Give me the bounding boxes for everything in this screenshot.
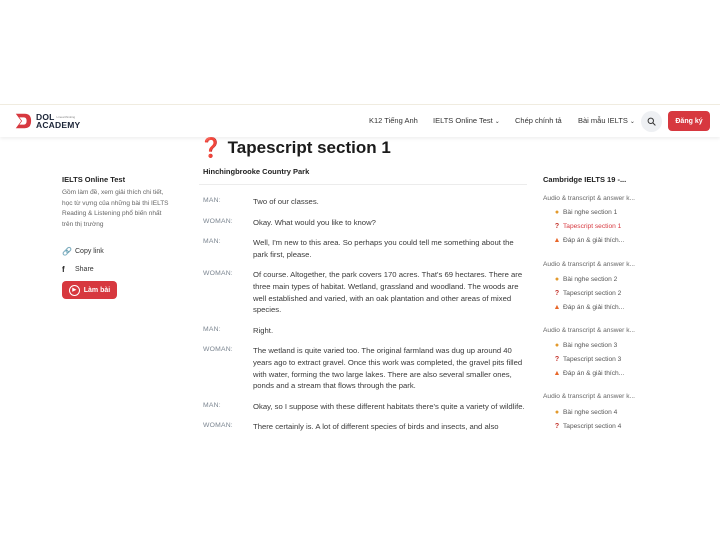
speaker-label: WOMAN: (203, 270, 233, 278)
nav-bai-mau-ielts[interactable] (578, 116, 635, 125)
toc-item-tapescript-3[interactable] (553, 356, 621, 363)
nav-chep-chinh-ta[interactable] (515, 116, 562, 125)
chevron-down-icon: ⌄ (494, 119, 500, 125)
toc-item-label: Đáp án & giải thích... (563, 237, 625, 244)
nav-ielts-online-test[interactable] (433, 116, 500, 125)
ear-icon: ● (554, 409, 560, 416)
section-group-header[interactable]: Audio & transcript & answer k... (543, 327, 635, 334)
toc-item-label: Tapescript section 3 (563, 356, 622, 363)
transcript-line: Okay. What would you like to know? (253, 217, 376, 227)
ear-icon: ● (554, 209, 560, 216)
transcript-line: The wetland is quite varied too. The original farmland was dug up around 40 years ago to extract gravel. Once this work was completed, the gravel pits filled with water, forming the two large lakes. There are also several smaller ones, ponds and a stream that flows through the park. (253, 346, 523, 391)
play-icon: ▶ (69, 285, 80, 296)
register-button[interactable]: Đăng ký (668, 111, 710, 131)
nav-k12-label: K12 Tiếng Anh (369, 116, 418, 125)
page-title (199, 136, 391, 160)
transcript-row (203, 345, 528, 391)
content-divider (199, 184, 527, 185)
toc-item-tapescript-4[interactable] (553, 423, 621, 430)
section-group-header[interactable]: Audio & transcript & answer k... (543, 195, 635, 202)
transcript-subtitle: Hinchingbrooke Country Park (203, 167, 310, 176)
right-sidebar-title[interactable]: Cambridge IELTS 19 -... (543, 175, 627, 184)
lam-bai-label: Làm bài (83, 286, 111, 294)
logo-line1: DOL (36, 112, 55, 122)
toc-item-audio-3[interactable] (553, 342, 617, 349)
search-icon (647, 117, 656, 126)
speaker-label: WOMAN: (203, 217, 233, 225)
toc-item-audio-2[interactable] (553, 276, 617, 283)
left-sidebar-title: IELTS Online Test (62, 175, 126, 184)
toc-item-audio-1[interactable] (553, 209, 617, 216)
transcript-row (203, 237, 528, 260)
dol-academy-logo[interactable] (14, 112, 80, 130)
toc-item-label: Tapescript section 2 (563, 290, 622, 297)
left-sidebar-description: Gồm làm đề, xem giải thích chi tiết, học từ vựng của những bài thi IELTS Reading & Listening phổ biến nhất trên thị trường (62, 189, 169, 228)
transcript (203, 196, 528, 434)
toc-item-label: Đáp án & giải thích... (563, 370, 625, 377)
transcript-row (203, 217, 528, 229)
question-mark-icon: ❓ (199, 138, 223, 159)
speaker-label: MAN: (203, 197, 221, 204)
lam-bai-button[interactable] (62, 281, 117, 299)
toc-item-label: Bài nghe section 2 (563, 276, 618, 283)
transcript-line: Well, I'm new to this area. So perhaps you could tell me something about the park first, please. (253, 238, 514, 259)
toc-item-audio-4[interactable] (553, 409, 617, 416)
question-mark-icon: ? (554, 423, 560, 430)
link-icon: 🔗 (62, 247, 72, 256)
transcript-row (203, 421, 528, 433)
nav-bai-mau-ielts-label: Bài mẫu IELTS (578, 116, 628, 125)
transcript-row (203, 401, 528, 413)
ear-icon: ● (554, 276, 560, 283)
toc-item-label: Tapescript section 4 (563, 423, 622, 430)
question-mark-icon: ? (554, 356, 560, 363)
fire-icon: ▲ (553, 237, 561, 244)
page-title-text: Tapescript section 1 (227, 138, 391, 157)
section-group-header[interactable]: Audio & transcript & answer k... (543, 261, 635, 268)
toc-item-label: Đáp án & giải thích... (563, 304, 625, 311)
transcript-row (203, 325, 528, 337)
chevron-down-icon: ⌄ (629, 119, 635, 125)
transcript-line: Of course. Altogether, the park covers 170 acres. That's 69 hectares. There are three main types of habitat. Wetland, grassland and woodland. The woods are well established and varied, with an oak plantation and other areas of mixed species. (253, 270, 523, 315)
toc-item-answer-1[interactable] (553, 237, 624, 244)
search-button[interactable] (641, 111, 662, 132)
transcript-line: Okay, so I suppose with these different habitats there's quite a variety of wildlife. (253, 401, 525, 411)
speaker-label: MAN: (203, 401, 221, 409)
nav-chep-chinh-ta-label: Chép chính tả (515, 116, 562, 125)
copy-link-label: Copy link (75, 248, 104, 255)
question-mark-icon: ? (554, 290, 560, 297)
nav-k12[interactable] (369, 116, 418, 125)
toc-item-label: Tapescript section 1 (563, 223, 622, 230)
fire-icon: ▲ (553, 304, 561, 311)
fire-icon: ▲ (553, 370, 561, 377)
toc-item-label: Bài nghe section 3 (563, 342, 618, 349)
transcript-row (203, 196, 528, 208)
logo-text (36, 113, 80, 129)
section-group-header[interactable]: Audio & transcript & answer k... (543, 393, 635, 400)
transcript-line: Right. (253, 325, 274, 335)
facebook-icon: f (62, 265, 65, 274)
share-button[interactable] (62, 265, 94, 274)
nav-ielts-online-test-label: IELTS Online Test (433, 116, 493, 125)
copy-link-button[interactable] (62, 247, 104, 256)
ear-icon: ● (554, 342, 560, 349)
toc-item-tapescript-2[interactable] (553, 290, 621, 297)
transcript-line: Two of our classes. (253, 197, 319, 206)
toc-item-answer-3[interactable] (553, 370, 624, 377)
logo-tagline: Linearthinking (56, 115, 76, 119)
toc-item-label: Bài nghe section 4 (563, 409, 618, 416)
speaker-label: MAN: (203, 325, 221, 333)
transcript-row (203, 269, 528, 315)
transcript-line: There certainly is. A lot of different species of birds and insects, and also (253, 422, 499, 432)
dol-logo-icon (14, 112, 32, 130)
speaker-label: WOMAN: (203, 422, 233, 430)
speaker-label: MAN: (203, 238, 221, 246)
site-header (0, 105, 720, 137)
toc-item-tapescript-1[interactable] (553, 223, 621, 230)
toc-item-answer-2[interactable] (553, 304, 624, 311)
question-mark-icon: ? (554, 223, 560, 230)
toc-item-label: Bài nghe section 1 (563, 209, 618, 216)
share-label: Share (75, 266, 94, 273)
speaker-label: WOMAN: (203, 346, 233, 354)
logo-line2: ACADEMY (36, 120, 81, 130)
